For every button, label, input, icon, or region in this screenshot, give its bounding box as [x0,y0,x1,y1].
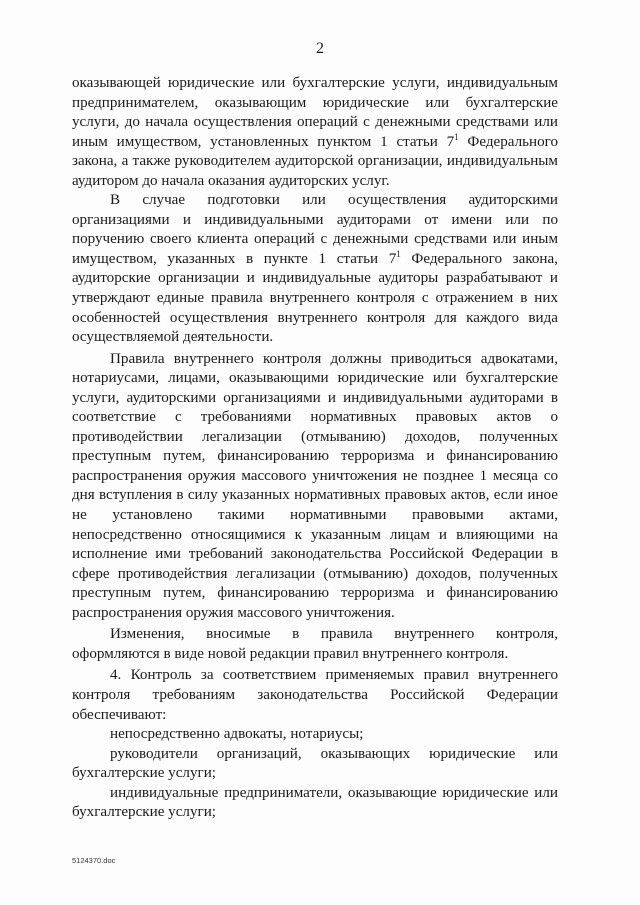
superscript: 1 [396,248,401,259]
page-number: 2 [316,40,324,57]
paragraph-auditor-rules [72,191,558,347]
paragraph-text: Федерального закона, а также руководителем аудиторской организации, индивидуальным аудитором до начала оказания аудиторских услуг. [72,133,559,189]
paragraph-continuation [72,74,558,191]
list-item-entrepreneurs: индивидуальные предприниматели, оказывающие юридические или бухгалтерские услуги; [72,784,558,821]
paragraph-item-4: 4. Контроль за соответствием применяемых правил внутреннего контроля требованиям законодательства Российской Федерации обеспечивают: [72,667,558,723]
file-name-footer: 5124370.doc [72,856,116,865]
document-body [72,74,558,823]
paragraph-changes: Изменения, вносимые в правила внутреннего контроля, оформляются в виде новой редакции правил внутреннего контроля. [72,626,558,662]
paragraph-text: Федерального закона, аудиторские организации и индивидуальные аудиторы разрабатывают и утверждают единые правила внутреннего контроля с отражением в них особенностей осуществления внутреннего контроля для каждого вида осуществляемой деятельности. [72,250,558,346]
superscript: 1 [454,131,459,142]
paragraph-compliance-deadline: Правила внутреннего контроля должны приводиться адвокатами, нотариусами, лицами, оказывающими юридические или бухгалтерские услуги, аудиторскими организациями и индивидуальными аудиторами в соответствие с требованиями нормативных правовых актов о противодействии легализации (отмыванию) доходов, полученных преступным путем, финансированию терроризма и финансированию распространения оружия массового уничтожения не позднее 1 месяца со дня вступления в силу указанных нормативных правовых актов, если иное не установлено такими нормативными правовыми актами, непосредственно относящимися к указанным лицам и влияющими на исполнение ими требований законодательства Российской Федерации в сфере противодействия легализации (отмыванию) доходов, полученных преступным путем, финансированию терроризма и финансированию распространения оружия массового уничтожения. [72,350,558,621]
list-item-lawyers: непосредственно адвокаты, нотариусы; [110,726,364,743]
list-item-managers: руководители организаций, оказывающих юридические или бухгалтерские услуги; [72,745,558,782]
paragraph-text: В случае подготовки или осуществления аудиторскими организациями и индивидуальными аудиторами от имени или по поручению своего клиента операций с денежными средствами или иным имуществом, указанных в пункте 1 статьи 7 [72,192,558,267]
paragraph-text: оказывающей юридические или бухгалтерские услуги, индивидуальным предпринимателем, оказывающим юридические или бухгалтерские услуги, до начала осуществления операций с денежными средствами или иным имуществом, установленных пунктом 1 статьи 7 [72,75,558,150]
